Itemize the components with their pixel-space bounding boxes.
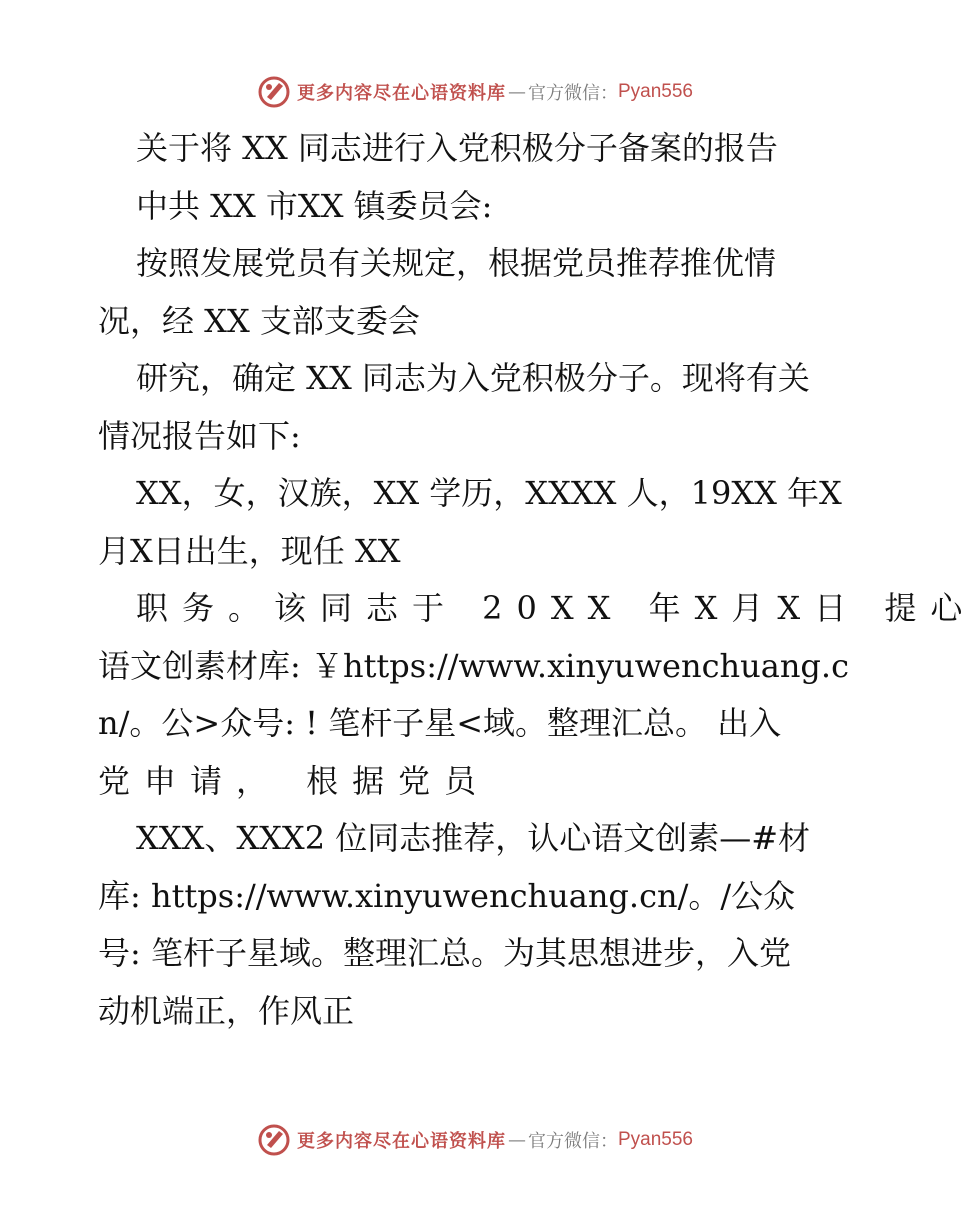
body-line: 号: 笔杆子星域。整理汇总。为其思想进步，入党 xyxy=(98,934,791,972)
brand-logo-icon xyxy=(257,75,291,109)
body-line: 党申请， 根据党员 xyxy=(98,761,491,800)
body-line: 按照发展党员有关规定，根据党员推荐推优情 xyxy=(136,244,777,282)
footer-watermark-banner xyxy=(0,1120,950,1160)
document-body xyxy=(98,120,976,1040)
brand-text: 更多内容尽在心语资料库 xyxy=(296,1131,506,1152)
body-line: 情况报告如下: xyxy=(98,416,301,455)
body-line: 况，经 XX 支部支委会 xyxy=(98,301,420,340)
body-line: XX，女，汉族，XX 学历，XXXX 人，19XX 年X xyxy=(136,474,842,512)
wechat-label: 官方微信： xyxy=(527,1131,618,1152)
body-line: XXX、XXX2 位同志推荐，认心语文创素—#材 xyxy=(136,819,811,857)
brand-logo-icon xyxy=(257,1123,291,1157)
banner-dash: — xyxy=(507,1129,526,1151)
wechat-id: Pyan556 xyxy=(617,81,693,102)
addressee-line: 中共 XX 市XX 镇委员会: xyxy=(136,186,493,225)
body-line: 研究，确定 XX 同志为入党积极分子。现将有关 xyxy=(136,359,810,397)
wechat-label: 官方微信： xyxy=(527,83,618,104)
body-line: 职务。该同志于 20XX 年X月X日 提心 xyxy=(136,589,976,627)
body-line: 动机端正，作风正 xyxy=(98,991,355,1030)
document-title: 关于将 XX 同志进行入党积极分子备案的报告 xyxy=(136,129,778,167)
header-watermark-banner xyxy=(0,72,950,112)
banner-dash: — xyxy=(507,81,526,103)
body-line: n/。公>众号: ! 笔杆子星<域。整理汇总。 出入 xyxy=(98,704,782,742)
body-line: 月X日出生，现任 XX xyxy=(98,531,401,570)
body-line: 语文创素材库: ￥https://www.xinyuwenchuang.c xyxy=(98,646,850,685)
body-line: 库: https://www.xinyuwenchuang.cn/。/公众 xyxy=(98,876,796,915)
wechat-id: Pyan556 xyxy=(617,1129,693,1150)
brand-text: 更多内容尽在心语资料库 xyxy=(296,83,506,104)
